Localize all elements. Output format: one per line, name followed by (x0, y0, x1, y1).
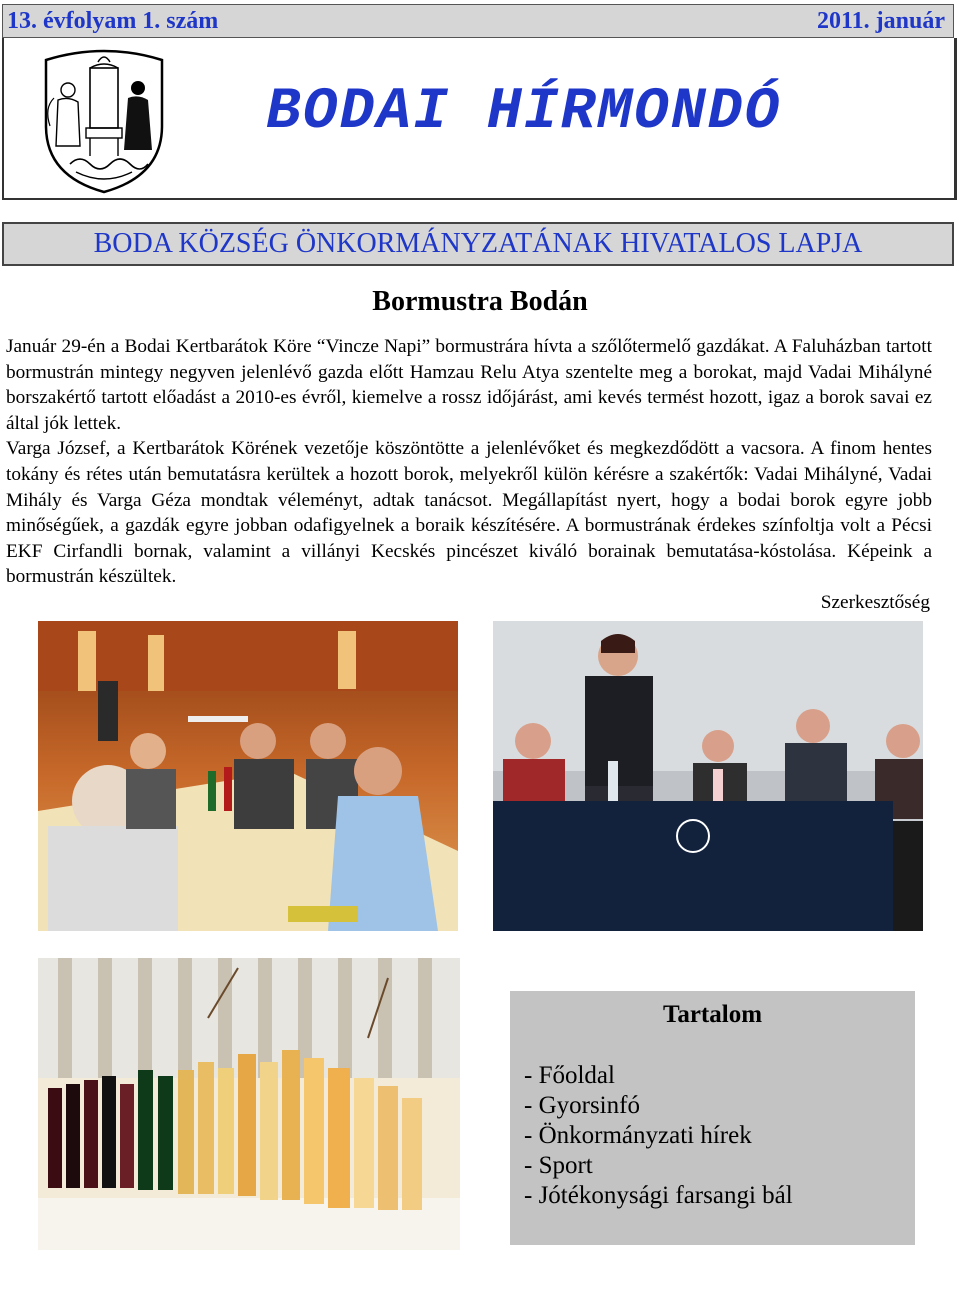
publication-title: BODAI HÍRMONDÓ (266, 80, 782, 145)
toc-item[interactable]: - Sport (524, 1152, 593, 1179)
article-title: Bormustra Bodán (372, 286, 588, 317)
photo-presenters (493, 621, 923, 931)
issue-bar (2, 4, 954, 38)
toc-item[interactable]: - Önkormányzati hírek (524, 1122, 752, 1149)
article-paragraph: Január 29-én a Bodai Kertbarátok Köre “Vincze Napi” bormustrára hívta a szőlőtermelő gazdákat. A Faluházban tartott bormustrán mintegy negyven jelenlévő gazda előtt Hamzau Relu Atya szentelte meg a borokat, majd Vadai Mihályné borszakértő tartott előadást a 2010-es évről, kiemelve a rossz időjárást, ami kevés termést hozott, igaz a borok savai ez által jók lettek. (6, 336, 932, 434)
toc-item[interactable]: - Gyorsinfó (524, 1092, 640, 1119)
photo-wine-bottles (38, 958, 460, 1250)
masthead (2, 38, 957, 200)
issue-number: 13. évfolyam 1. szám (7, 8, 219, 34)
article-body (6, 334, 932, 590)
photo-dinner-guests (38, 621, 458, 931)
article-signature: Szerkesztőség (820, 592, 930, 613)
toc-title: Tartalom (662, 1001, 763, 1028)
coat-of-arms-icon (40, 46, 168, 196)
issue-date: 2011. január (816, 8, 945, 34)
toc-item[interactable]: - Főoldal (524, 1062, 615, 1089)
table-of-contents (510, 991, 915, 1245)
toc-list (524, 1061, 793, 1211)
toc-item[interactable]: - Jótékonysági farsangi bál (524, 1182, 793, 1209)
publication-subtitle: BODA KÖZSÉG ÖNKORMÁNYZATÁNAK HIVATALOS LAPJA (2, 222, 954, 266)
article-paragraph: Varga József, a Kertbarátok Körének vezetője köszöntötte a jelenlévőket és megkezdődött a vacsora. A finom hentes tokány és rétes után bemutatásra kerültek a hozott borok, melyekről külön kérésre a szakértők: Vadai Mihályné, Vadai Mihály és Varga Géza mondtak véleményt, adtak tanácsot. Megállapítást nyert, hogy a bodai borok egyre jobb minőségűek, a gazdák egyre jobban odafigyelnek a boraik készítésére. A bormustrának érdekes színfoltja volt a Pécsi EKF Cirfandli bornak, valamint a villányi Kecskés pincészet kiváló borainak bemutatása-kóstolása. Képeink a bormustrán készültek. (6, 438, 932, 588)
